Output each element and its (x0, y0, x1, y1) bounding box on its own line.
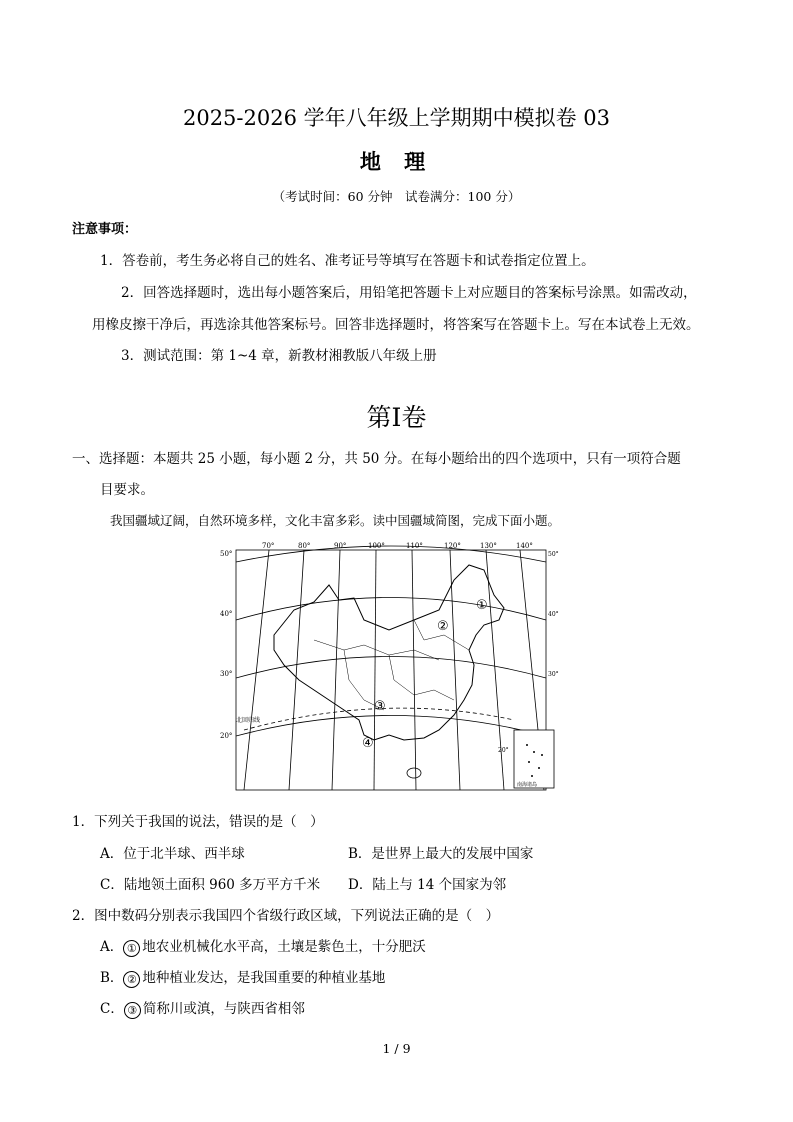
option-letter: A． (100, 939, 124, 955)
section-heading-line-2: 目要求。 (100, 482, 154, 498)
latitude-line-40 (236, 598, 546, 621)
region-mark: ① (123, 940, 140, 957)
lat-label-left-20: 20° (220, 732, 233, 740)
tropic-label: 北回归线 (236, 717, 261, 724)
latitude-line-30 (236, 657, 546, 679)
page-number: 1 / 9 (382, 1041, 411, 1056)
lon-label-100: 100° (368, 542, 385, 550)
question-1-option-d[interactable]: D．陆上与 14 个国家为邻 (348, 877, 507, 893)
option-text: 简称川或滇，与陕西省相邻 (142, 1001, 305, 1017)
paper-title: 2025-2026 学年八年级上学期期中模拟卷 03 (182, 106, 611, 130)
map-frame (236, 550, 546, 790)
china-territory-map (214, 540, 559, 792)
south-sea-inset (514, 730, 554, 788)
lon-label-130: 130° (480, 542, 497, 550)
lat-label-right-30: 30° (548, 671, 559, 678)
option-text: 地农业机械化水平高，土壤是紫色土，十分肥沃 (142, 939, 426, 955)
lat-label-left-50: 50° (220, 550, 233, 558)
region-mark: ③ (124, 1002, 141, 1019)
region-marker-1: ① (476, 598, 488, 613)
latitude-line-50 (236, 546, 546, 562)
china-outline (274, 565, 504, 740)
lat-label-right-50: 50° (548, 551, 559, 558)
lat-label-right-20: 20° (498, 747, 509, 754)
notice-heading: 注意事项： (72, 222, 138, 237)
lat-label-left-30: 30° (220, 670, 233, 678)
lon-label-110: 110° (406, 542, 423, 550)
question-2-option-a[interactable] (100, 935, 426, 957)
lon-label-90: 90° (334, 542, 347, 550)
volume-title: 第Ⅰ卷 (366, 403, 427, 432)
lon-label-140: 140° (516, 542, 533, 550)
question-intro: 我国疆域辽阔，自然环境多样，文化丰富多彩。读中国疆域简图，完成下面小题。 (110, 513, 561, 528)
province-border (389, 655, 454, 700)
notice-item-2-line-1: 2．回答选择题时，选出每小题答案后，用铅笔把答题卡上对应题目的答案标号涂黑。如需改动， (121, 285, 697, 301)
longitude-line (289, 550, 304, 790)
lon-label-120: 120° (444, 542, 461, 550)
question-2-option-c[interactable] (100, 997, 305, 1019)
subject-title: 地 理 (359, 149, 434, 174)
longitude-line (244, 550, 269, 790)
notice-item-1: 1．答卷前，考生务必将自己的姓名、准考证号等填写在答题卡和试卷指定位置上。 (100, 253, 595, 269)
region-marker-4: ④ (362, 736, 374, 751)
longitude-line (486, 550, 504, 790)
lon-label-70: 70° (262, 542, 275, 550)
question-1-stem: 1．下列关于我国的说法，错误的是（ ） (72, 814, 324, 830)
region-marker-3: ③ (374, 699, 386, 714)
lon-label-80: 80° (298, 542, 311, 550)
map-svg (214, 540, 559, 792)
hainan-island (407, 768, 421, 778)
exam-info: （考试时间：60 分钟 试卷满分：100 分） (272, 189, 521, 204)
notice-item-3: 3．测试范围：第 1~4 章，新教材湘教版八年级上册 (121, 348, 437, 364)
longitude-line (374, 550, 376, 790)
question-1-option-b[interactable]: B．是世界上最大的发展中国家 (348, 846, 534, 862)
option-text: 地种植业发达，是我国重要的种植业基地 (142, 970, 386, 986)
question-1-option-a[interactable]: A．位于北半球、西半球 (100, 846, 245, 862)
longitude-line (412, 550, 416, 790)
question-2-stem: 2．图中数码分别表示我国四个省级行政区域，下列说法正确的是（ ） (72, 908, 500, 924)
inset-label: 南海诸岛 (517, 782, 538, 788)
question-1-option-c[interactable]: C．陆地领土面积 960 多万平方千米 (100, 877, 321, 893)
lat-label-left-40: 40° (220, 610, 233, 618)
lat-label-right-40: 40° (548, 611, 559, 618)
region-marker-2: ② (437, 619, 449, 634)
question-2-option-b[interactable] (100, 966, 385, 988)
notice-item-2-line-2: 用橡皮擦干净后，再选涂其他答案标号。回答非选择题时，将答案写在答题卡上。写在本试卷上无效。 (92, 317, 700, 333)
longitude-line (332, 550, 340, 790)
region-mark: ② (123, 971, 140, 988)
option-letter: C． (100, 1001, 124, 1017)
section-heading-line-1: 一、选择题：本题共 25 小题，每小题 2 分，共 50 分。在每小题给出的四个选项中，只有一项符合题 (72, 451, 681, 467)
option-letter: B． (100, 970, 124, 986)
